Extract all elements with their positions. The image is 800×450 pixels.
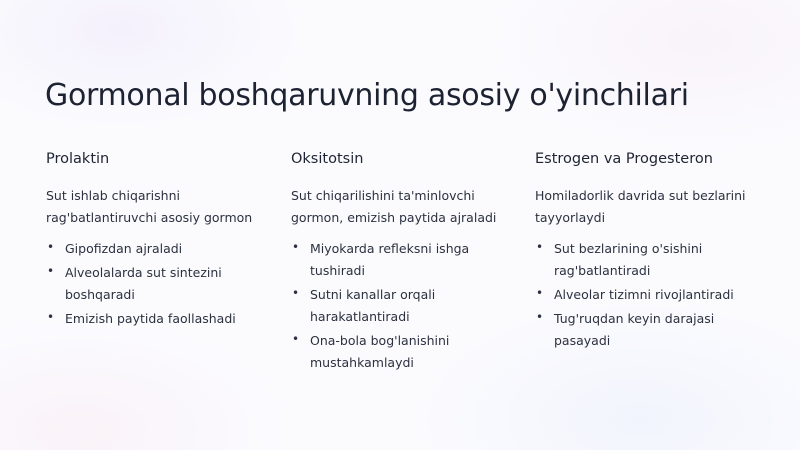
bullet-icon: • [536, 286, 544, 300]
column-oksitotsin [291, 150, 521, 376]
column-description: Sut ishlab chiqarishni rag'batlantiruvchi asosiy gormon [46, 188, 253, 225]
bullet-icon: • [292, 286, 300, 300]
column-heading: Estrogen va Progesteron [535, 151, 713, 167]
column-description: Homiladorlik davrida sut bezlarini tayyorlaydi [535, 188, 746, 225]
bullet-text: Miyokarda refleksni ishga tushiradi [310, 241, 470, 278]
bullet-item [535, 284, 765, 306]
bullet-text: Ona-bola bog'lanishini mustahkamlaydi [310, 333, 450, 370]
bullet-item [46, 262, 276, 306]
bullet-list [291, 238, 521, 374]
bullet-icon: • [47, 264, 55, 278]
bullet-item [291, 238, 521, 282]
bullet-item [46, 308, 276, 330]
column-description: Sut chiqarilishini ta'minlovchi gormon, emizish paytida ajraladi [291, 188, 497, 225]
bullet-list [535, 238, 765, 352]
bullet-text: Emizish paytida faollashadi [65, 311, 236, 326]
bullet-item [291, 330, 521, 374]
bullet-text: Gipofizdan ajraladi [65, 241, 183, 256]
bullet-text: Tug'ruqdan keyin darajasi pasayadi [554, 311, 715, 348]
bullet-text: Sutni kanallar orqali harakatlantiradi [310, 287, 436, 324]
bullet-item [535, 238, 765, 282]
bullet-list [46, 238, 276, 330]
bullet-item [535, 308, 765, 352]
column-prolaktin [46, 150, 276, 332]
bullet-item [291, 284, 521, 328]
bullet-icon: • [536, 310, 544, 324]
bullet-icon: • [47, 240, 55, 254]
bullet-text: Sut bezlarining o'sishini rag'batlantiradi [554, 241, 703, 278]
bullet-text: Alveolalarda sut sintezini boshqaradi [65, 265, 222, 302]
bullet-icon: • [47, 310, 55, 324]
slide-title: Gormonal boshqaruvning asosiy o'yinchilari [45, 78, 689, 113]
bullet-item [46, 238, 276, 260]
bullet-icon: • [292, 240, 300, 254]
bullet-text: Alveolar tizimni rivojlantiradi [554, 287, 734, 302]
column-heading: Prolaktin [46, 151, 110, 167]
bullet-icon: • [536, 240, 544, 254]
bullet-icon: • [292, 332, 300, 346]
column-heading: Oksitotsin [291, 151, 364, 167]
column-estrogen-progesteron [535, 150, 765, 354]
